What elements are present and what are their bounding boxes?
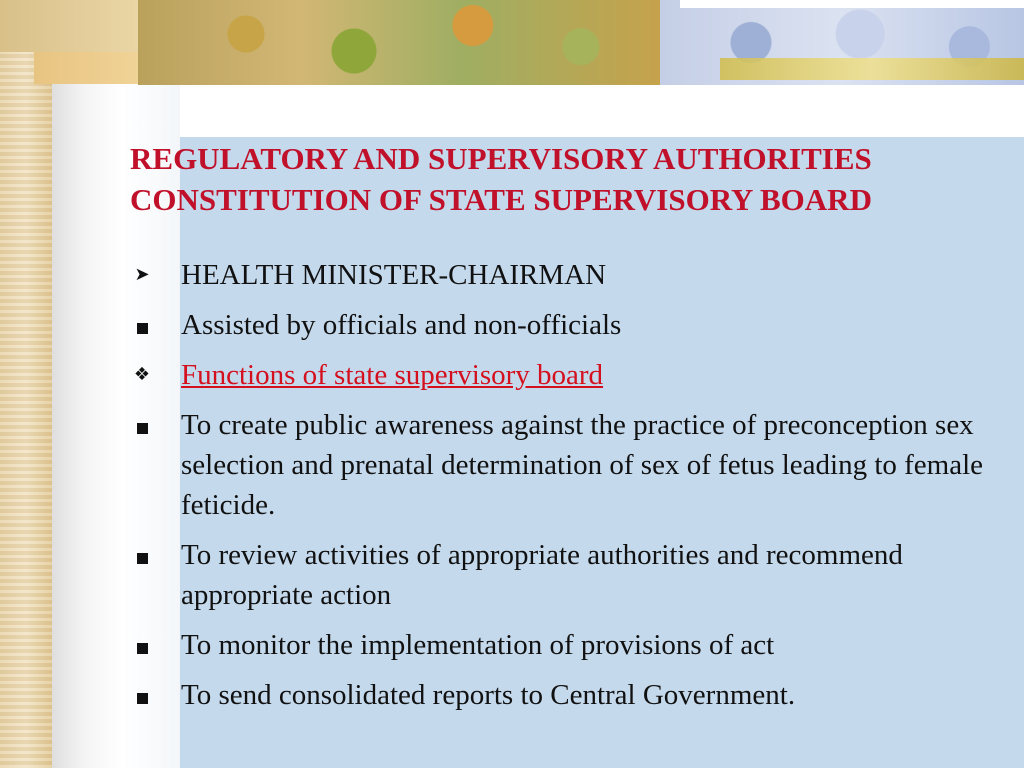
list-item-text: HEALTH MINISTER-CHAIRMAN bbox=[181, 259, 607, 291]
banner-leaves-image bbox=[138, 0, 678, 85]
slide-title-line-1: REGULATORY AND SUPERVISORY AUTHORITIES bbox=[130, 141, 872, 176]
functions-link[interactable]: Functions of state supervisory board bbox=[181, 359, 604, 391]
banner-white-strip bbox=[680, 0, 1024, 8]
list-item-text: To review activities of appropriate authorities and recommend appropriate action bbox=[181, 539, 903, 611]
bullet-list bbox=[130, 255, 1000, 725]
list-item bbox=[130, 675, 1000, 715]
list-item bbox=[130, 625, 1000, 665]
square-bullet-icon bbox=[130, 305, 154, 345]
square-bullet-icon bbox=[130, 535, 154, 575]
list-item-text: To send consolidated reports to Central Government. bbox=[181, 679, 796, 711]
list-item bbox=[130, 355, 1000, 395]
list-item bbox=[130, 405, 1000, 525]
square-bullet-icon bbox=[130, 675, 154, 715]
diamond-bullet-icon: ❖ bbox=[133, 364, 151, 385]
header-white-panel bbox=[180, 85, 1024, 137]
list-item bbox=[130, 255, 1000, 295]
list-item bbox=[130, 535, 1000, 615]
list-item-text: Assisted by officials and non-officials bbox=[181, 309, 622, 341]
decorative-banner bbox=[0, 0, 1024, 88]
banner-gold-wheat-image bbox=[720, 58, 1024, 80]
square-bullet-icon bbox=[130, 625, 154, 665]
square-bullet-icon bbox=[130, 405, 154, 445]
slide-title-line-2: CONSTITUTION OF STATE SUPERVISORY BOARD bbox=[130, 182, 872, 217]
parchment-strip bbox=[0, 0, 52, 768]
arrow-bullet-icon: ➤ bbox=[134, 264, 150, 285]
list-item bbox=[130, 305, 1000, 345]
list-item-text: To monitor the implementation of provisions of act bbox=[181, 629, 775, 661]
list-item-text: To create public awareness against the practice of preconception sex selection and prenatal determination of sex of fetus leading to female feticide. bbox=[181, 409, 984, 521]
slide-title bbox=[130, 138, 1010, 220]
